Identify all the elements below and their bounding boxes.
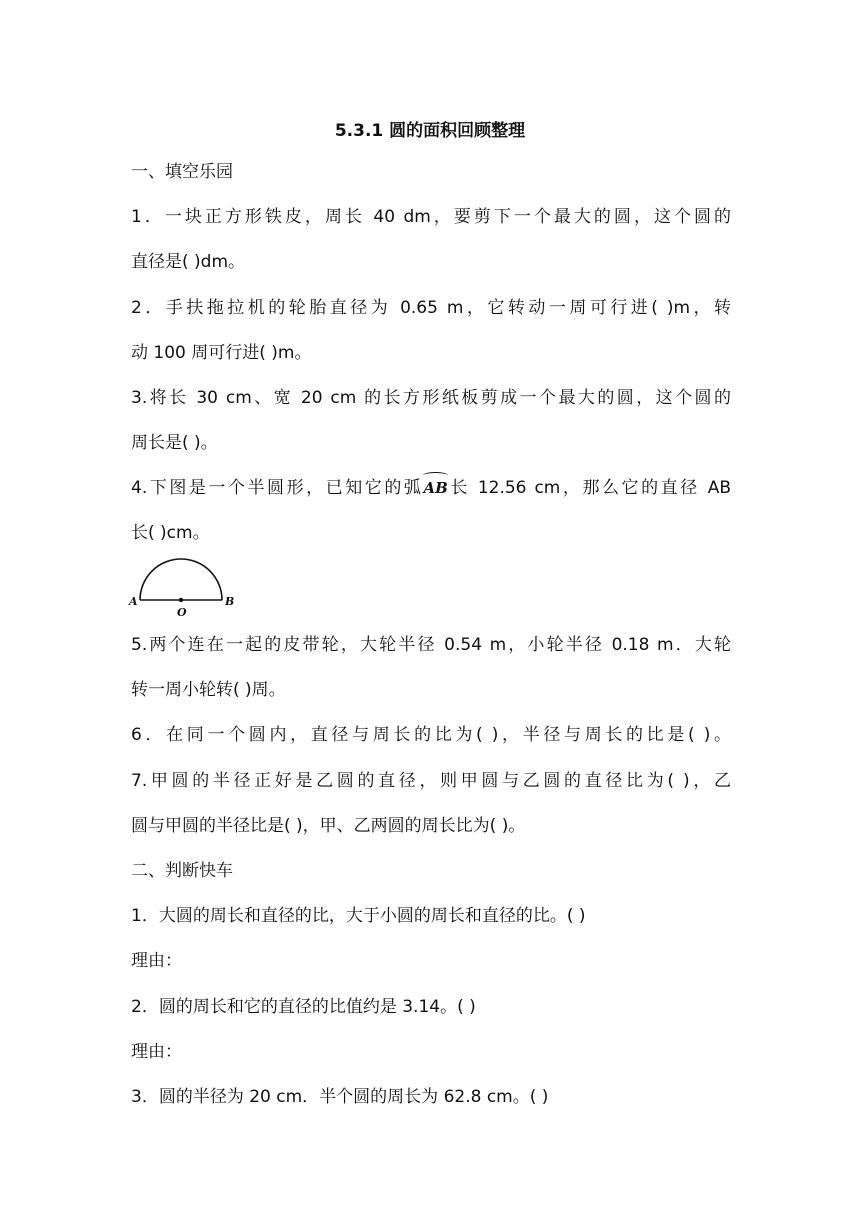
- question-3-line-2: 周长是( )。: [131, 433, 218, 453]
- judgment-3-statement: 3．圆的半径为 20 cm．半个圆的周长为 62.8 cm。( ): [131, 1087, 549, 1107]
- question-4-line-1: [131, 476, 731, 500]
- question-5-line-1: 5.两个连在一起的皮带轮，大轮半径 0.54 m，小轮半径 0.18 m．大轮: [131, 635, 731, 655]
- question-4-text-before-arc: 4.下图是一个半圆形，已知它的弧: [131, 478, 424, 498]
- point-o-label: O: [177, 606, 187, 619]
- section-heading-fill-in: 一、填空乐园: [131, 162, 233, 182]
- judgment-2-statement: 2．圆的周长和它的直径的比值约是 3.14。( ): [131, 997, 476, 1017]
- page-title: 5.3.1 圆的面积回顾整理: [334, 121, 526, 141]
- question-6-line-1: 6．在同一个圆内，直径与周长的比为( )，半径与周长的比是( )。: [131, 725, 731, 745]
- question-1-line-2: 直径是( )dm。: [131, 252, 246, 272]
- semicircle-arc: [140, 559, 222, 600]
- arc-ab-label: AB: [423, 476, 447, 500]
- question-3-line-1: 3.将长 30 cm、宽 20 cm 的长方形纸板剪成一个最大的圆，这个圆的: [131, 388, 731, 408]
- question-4-line-2: 长( )cm。: [131, 523, 210, 543]
- semicircle-figure: [126, 556, 236, 620]
- section-heading-true-false: 二、判断快车: [131, 861, 233, 881]
- judgment-1-reason: 理由：: [131, 951, 182, 971]
- judgment-2-reason: 理由：: [131, 1042, 182, 1062]
- question-2-line-1: 2．手扶拖拉机的轮胎直径为 0.65 m，它转动一周可行进( )m，转: [131, 298, 731, 318]
- question-2-line-2: 动 100 周可行进( )m。: [131, 343, 312, 363]
- question-7-line-2: 圆与甲圆的半径比是( )，甲、乙两圆的周长比为( )。: [131, 816, 526, 836]
- judgment-1-statement: 1．大圆的周长和直径的比，大于小圆的周长和直径的比。( ): [131, 906, 586, 926]
- question-1-line-1: 1．一块正方形铁皮，周长 40 dm，要剪下一个最大的圆，这个圆的: [131, 207, 731, 227]
- question-5-line-2: 转一周小轮转( )周。: [131, 680, 286, 700]
- question-4-text-after-arc: 长 12.56 cm，那么它的直径 AB: [447, 478, 731, 498]
- question-7-line-1: 7.甲圆的半径正好是乙圆的直径，则甲圆与乙圆的直径比为( )，乙: [131, 771, 731, 791]
- point-b-label: B: [225, 595, 235, 608]
- center-point: [179, 598, 183, 602]
- point-a-label: A: [129, 595, 138, 608]
